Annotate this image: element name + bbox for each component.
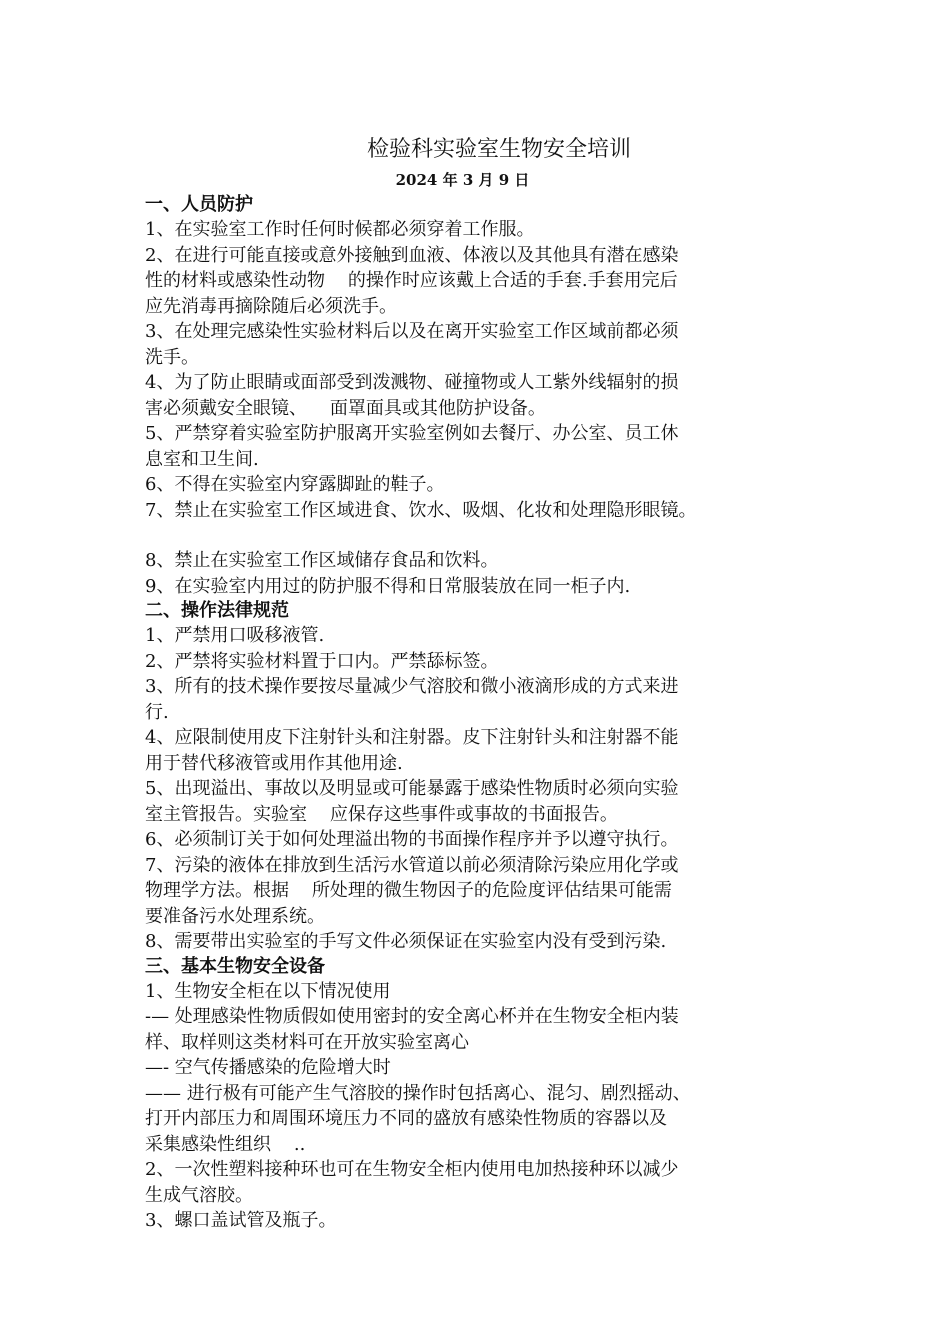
list-item: 6、必须制订关于如何处理溢出物的书面操作程序并予以遵守执行。: [145, 829, 679, 850]
document-date: 2024 年 3 月 9 日: [395, 171, 530, 189]
document-page: [145, 133, 825, 1234]
list-item: -— 处理感染性物质假如使用密封的安全离心杯并在生物安全柜内装 样、取样则这类材料可在开放实验室离心: [145, 1006, 679, 1053]
list-item: 8、需要带出实验室的手写文件必须保证在实验室内没有受到污染.: [145, 931, 667, 952]
list-item: 2、在进行可能直接或意外接触到血液、体液以及其他具有潜在感染 性的材料或感染性动物 的操作时应该戴上合适的手套.手套用完后 应先消毒再摘除随后必须洗手。: [145, 244, 679, 317]
list-item: 5、严禁穿着实验室防护服离开实验室例如去餐厅、办公室、员工休 息室和卫生间.: [145, 423, 679, 470]
section-heading-personnel-protection: 一、人员防护: [145, 194, 253, 215]
section-heading-operation-rules: 二、操作法律规范: [145, 600, 289, 621]
list-item: 4、应限制使用皮下注射针头和注射器。皮下注射针头和注射器不能 用于替代移液管或用作其他用途.: [145, 727, 679, 774]
list-item: 5、出现溢出、事故以及明显或可能暴露于感染性物质时必须向实验 室主管报告。实验室 应保存这些事件或事故的书面报告。: [145, 778, 679, 825]
list-item: 3、螺口盖试管及瓶子。: [145, 1210, 337, 1231]
list-item: 3、在处理完感染性实验材料后以及在离开实验室工作区域前都必须 洗手。: [145, 321, 679, 368]
list-item: 3、所有的技术操作要按尽量减少气溶胶和微小液滴形成的方式来进 行.: [145, 676, 679, 723]
section-heading-biosafety-equipment: 三、基本生物安全设备: [145, 955, 325, 977]
list-item: —- 空气传播感染的危险增大时: [145, 1057, 391, 1078]
blank-line: [145, 523, 825, 548]
list-item: 1、在实验室工作时任何时候都必须穿着工作服。: [145, 219, 535, 240]
list-item: —— 进行极有可能产生气溶胶的操作时包括离心、混匀、剧烈摇动、 打开内部压力和周围环境压力不同的盛放有感染性物质的容器以及 采集感染性组织 ..: [145, 1082, 691, 1155]
list-item: 9、在实验室内用过的防护服不得和日常服装放在同一柜子内.: [145, 575, 631, 597]
list-item: 4、为了防止眼睛或面部受到泼溅物、碰撞物或人工紫外线辐射的损 害必须戴安全眼镜、 面罩面具或其他防护设备。: [145, 372, 679, 419]
list-item: 7、污染的液体在排放到生活污水管道以前必须清除污染应用化学或 物理学方法。根据 所处理的微生物因子的危险度评估结果可能需 要准备污水处理系统。: [145, 854, 679, 927]
list-item: 1、生物安全柜在以下情况使用: [145, 980, 391, 1002]
list-item: 2、一次性塑料接种环也可在生物安全柜内使用电加热接种环以减少 生成气溶胶。: [145, 1159, 679, 1206]
list-item: 6、不得在实验室内穿露脚趾的鞋子。: [145, 474, 445, 495]
list-item: 7、禁止在实验室工作区域进食、饮水、吸烟、化妆和处理隐形眼镜。: [145, 499, 697, 521]
document-title: 检验科实验室生物安全培训: [366, 137, 631, 162]
list-item: 2、严禁将实验材料置于口内。严禁舔标签。: [145, 650, 499, 672]
list-item: 1、严禁用口吸移液管.: [145, 625, 325, 646]
list-item: 8、禁止在实验室工作区域储存食品和饮料。: [145, 550, 499, 571]
